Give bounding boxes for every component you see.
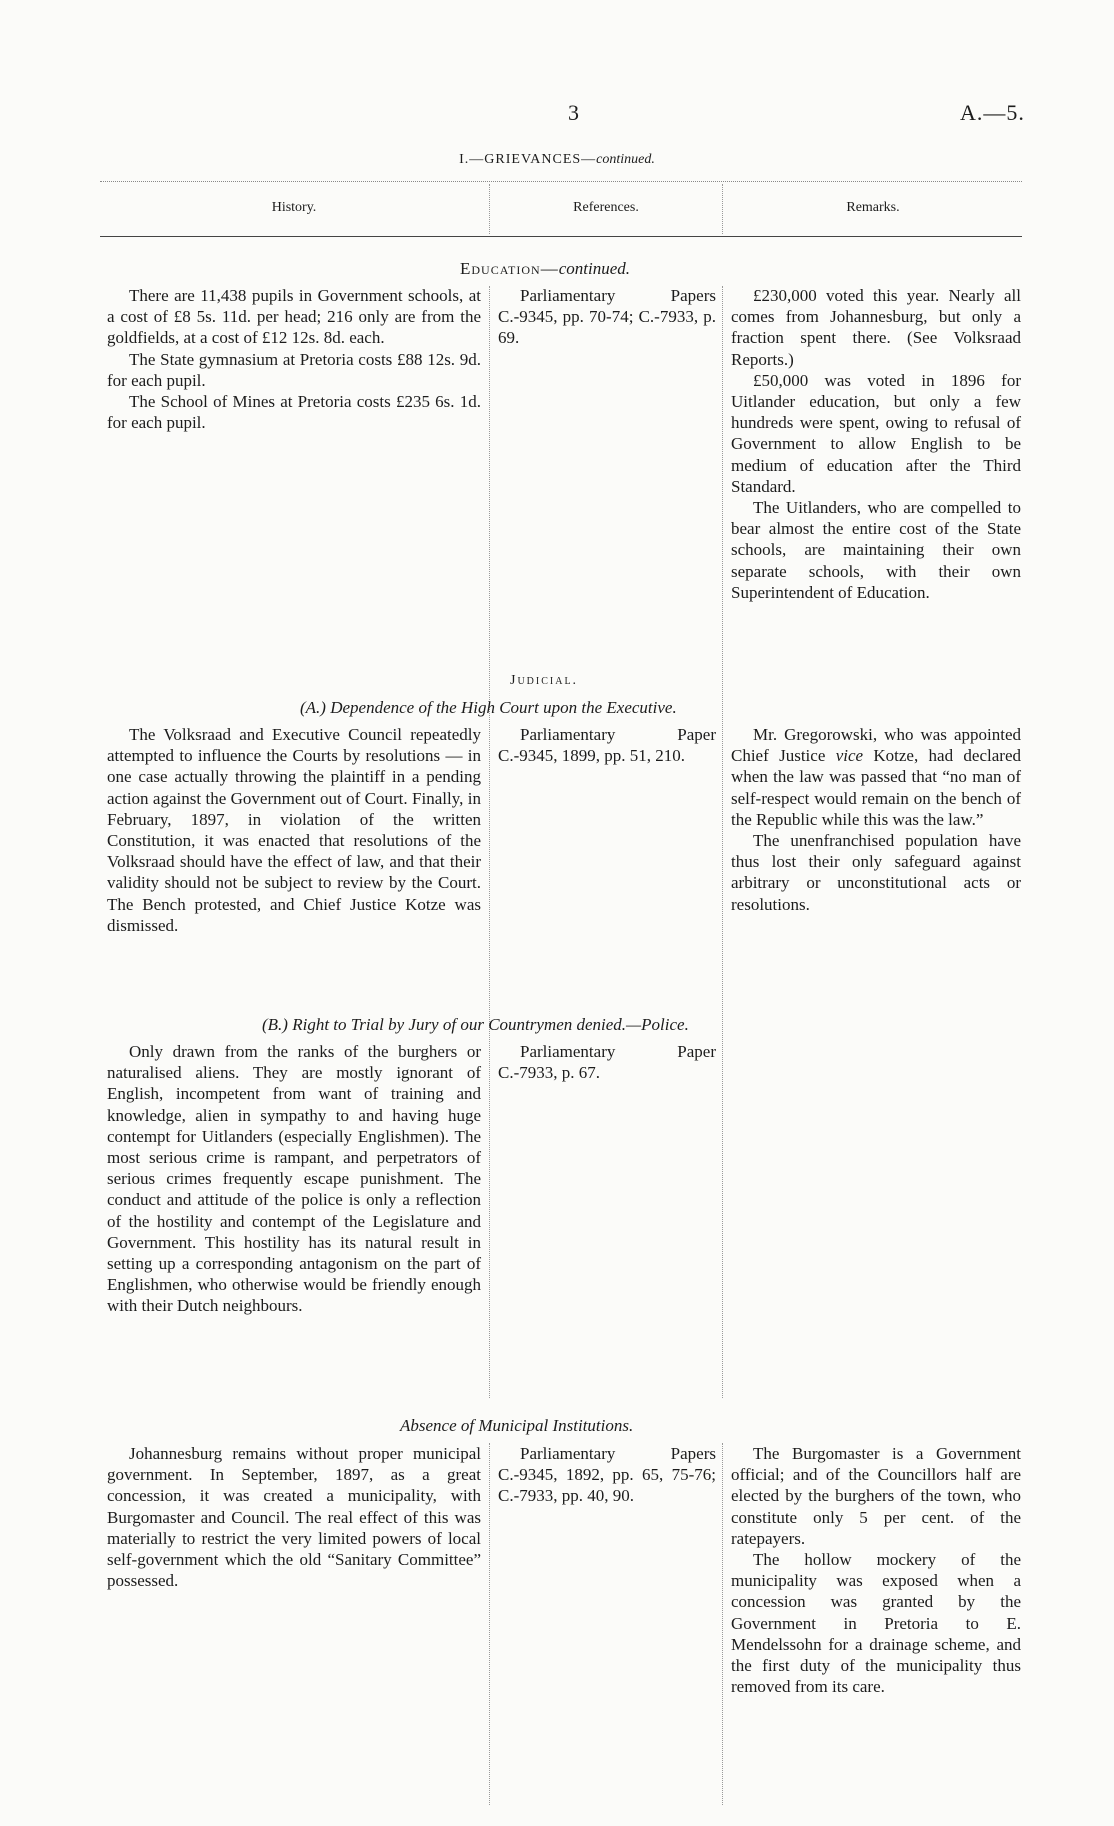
municipal-references-text: Parliamentary Papers C.-9345, 1892, pp. 65, 75-76; C.-7933, pp. 40, 90. <box>498 1444 716 1506</box>
judicial-a-remarks-pre: Mr. Gregorowski, who was appointed Chief Justice <box>731 725 1021 766</box>
municipal-heading-title: Absence of Municipal Institutions. <box>400 1416 634 1435</box>
judicial-b-history <box>107 1041 481 1317</box>
judicial-a-references-text: Parliamentary Paper C.-9345, 1899, pp. 51, 210. <box>498 725 716 766</box>
judicial-sub-b-title: Right to Trial by Jury of our Countrymen denied.—Police. <box>292 1015 689 1034</box>
judicial-sub-b-heading <box>262 1014 689 1035</box>
judicial-a-history-text: The Volksraad and Executive Council repeatedly attempted to influence the Courts by resolutions — in one case actually throwing the plaintiff in a pending action against the Government out of Court. Finally, in February, 1897, in violation of the written Constitution, it was enacted that resolutions of the Volksraad should have the effect of law, and that their validity should not be subject to review by the Court. The Bench protested, and Chief Justice Kotze was dismissed. <box>107 725 481 935</box>
municipal-remarks-para-2: The hollow mockery of the municipality was exposed when a concession was granted by the Government in Pretoria to E. Mendelssohn for a drainage scheme, and the first duty of the municipality thus removed from its care. <box>731 1550 1021 1697</box>
judicial-sub-b-label: (B.) <box>262 1015 288 1034</box>
education-heading-continued: continued. <box>558 259 631 278</box>
municipal-heading <box>400 1415 633 1436</box>
education-history-para-1: There are 11,438 pupils in Government schools, at a cost of £8 5s. 11d. per head; 216 only are from the goldfields, at a cost of £12 12s. 8d. each. <box>107 286 481 348</box>
education-remarks-para-3: The Uitlanders, who are compelled to bear almost the entire cost of the State schools, are maintaining their own separate schools, with their own Superintendent of Education. <box>731 498 1021 602</box>
body-divider-2 <box>722 286 723 1398</box>
judicial-a-remarks-para-2: The unenfranchised population have thus lost their only safeguard against arbitrary or unconstitutional acts or resolutions. <box>731 831 1021 914</box>
judicial-sub-a-label: (A.) <box>300 698 326 717</box>
judicial-b-history-text: Only drawn from the ranks of the burghers or naturalised aliens. They are mostly ignorant of English, incompetent from want of training and knowledge, alien in sympathy to and having huge contempt for Uitlanders (especially Englishmen). The most serious crime is rampant, and perpetrators of serious crimes frequently escape punishment. The conduct and attitude of the police is only a reflection of the hostility and contempt of the Legislature and Government. This hostility has its natural result in setting up a corresponding antagonism on the part of Englishmen, who otherwise would be friendly enough with their Dutch neighbours. <box>107 1042 481 1316</box>
education-references-text: Parliamentary Papers C.-9345, pp. 70-74; C.-7933, p. 69. <box>498 286 716 348</box>
header-bottom-rule <box>100 236 1022 237</box>
education-history-para-3: The School of Mines at Pretoria costs £235 6s. 1d. for each pupil. <box>107 392 481 433</box>
education-heading <box>460 258 630 279</box>
column-header-references: References. <box>573 200 639 215</box>
judicial-a-remarks-italic: vice <box>835 746 864 766</box>
body-divider-4 <box>722 1443 723 1805</box>
judicial-b-references-text: Parliamentary Paper C.-7933, p. 67. <box>498 1042 716 1083</box>
running-title-continued: continued. <box>596 152 655 167</box>
municipal-references <box>498 1443 716 1507</box>
judicial-sub-a-heading <box>300 697 677 718</box>
body-divider-1 <box>489 286 490 1398</box>
running-title-main: I.—GRIEVANCES— <box>459 152 597 167</box>
judicial-heading: Judicial. <box>510 673 579 688</box>
judicial-a-references <box>498 724 716 766</box>
education-history-para-2: The State gymnasium at Pretoria costs £88 12s. 9d. for each pupil. <box>107 349 481 390</box>
education-heading-text: Education— <box>460 259 559 278</box>
education-remarks <box>731 285 1021 603</box>
column-header-history: History. <box>271 200 317 215</box>
education-remarks-para-2: £50,000 was voted in 1896 for Uitlander education, but only a few hundreds were spent, owing to refusal of Government to allow English to be medium of education after the Third Standard. <box>731 370 1021 496</box>
header-top-rule <box>100 181 1022 182</box>
municipal-remarks <box>731 1443 1021 1697</box>
document-reference: A.—5. <box>960 100 1025 125</box>
education-references <box>498 285 716 349</box>
judicial-a-history <box>107 724 481 936</box>
judicial-a-remarks-para-1 <box>731 724 1021 830</box>
education-history <box>107 285 481 433</box>
header-divider-2 <box>722 184 723 234</box>
page-number: 3 <box>568 100 579 125</box>
judicial-a-remarks <box>731 724 1021 915</box>
education-remarks-para-1: £230,000 voted this year. Nearly all comes from Johannesburg, but only a fraction spent there. (See Volksraad Reports.) <box>731 286 1021 369</box>
header-divider-1 <box>489 184 490 234</box>
municipal-remarks-para-1: The Burgomaster is a Government official; and of the Councillors half are elected by the burghers of the town, who constitute only 5 per cent. of the ratepayers. <box>731 1444 1021 1548</box>
judicial-sub-a-title: Dependence of the High Court upon the Executive. <box>330 698 677 717</box>
municipal-history-text: Johannesburg remains without proper municipal government. In September, 1897, as a great concession, it was created a municipality, with Burgomaster and Council. The real effect of this was materially to restrict the very limited powers of local self-government which the old “Sanitary Committee” possessed. <box>107 1444 481 1591</box>
judicial-b-references <box>498 1041 716 1083</box>
judicial-a-remarks-post: Kotze, had declared when the law was passed that “no man of self-respect would remain on the bench of the Republic while this was the law.” <box>731 746 1021 829</box>
municipal-history <box>107 1443 481 1591</box>
body-divider-3 <box>489 1443 490 1805</box>
running-title <box>0 152 1114 168</box>
column-header-remarks: Remarks. <box>846 200 900 215</box>
